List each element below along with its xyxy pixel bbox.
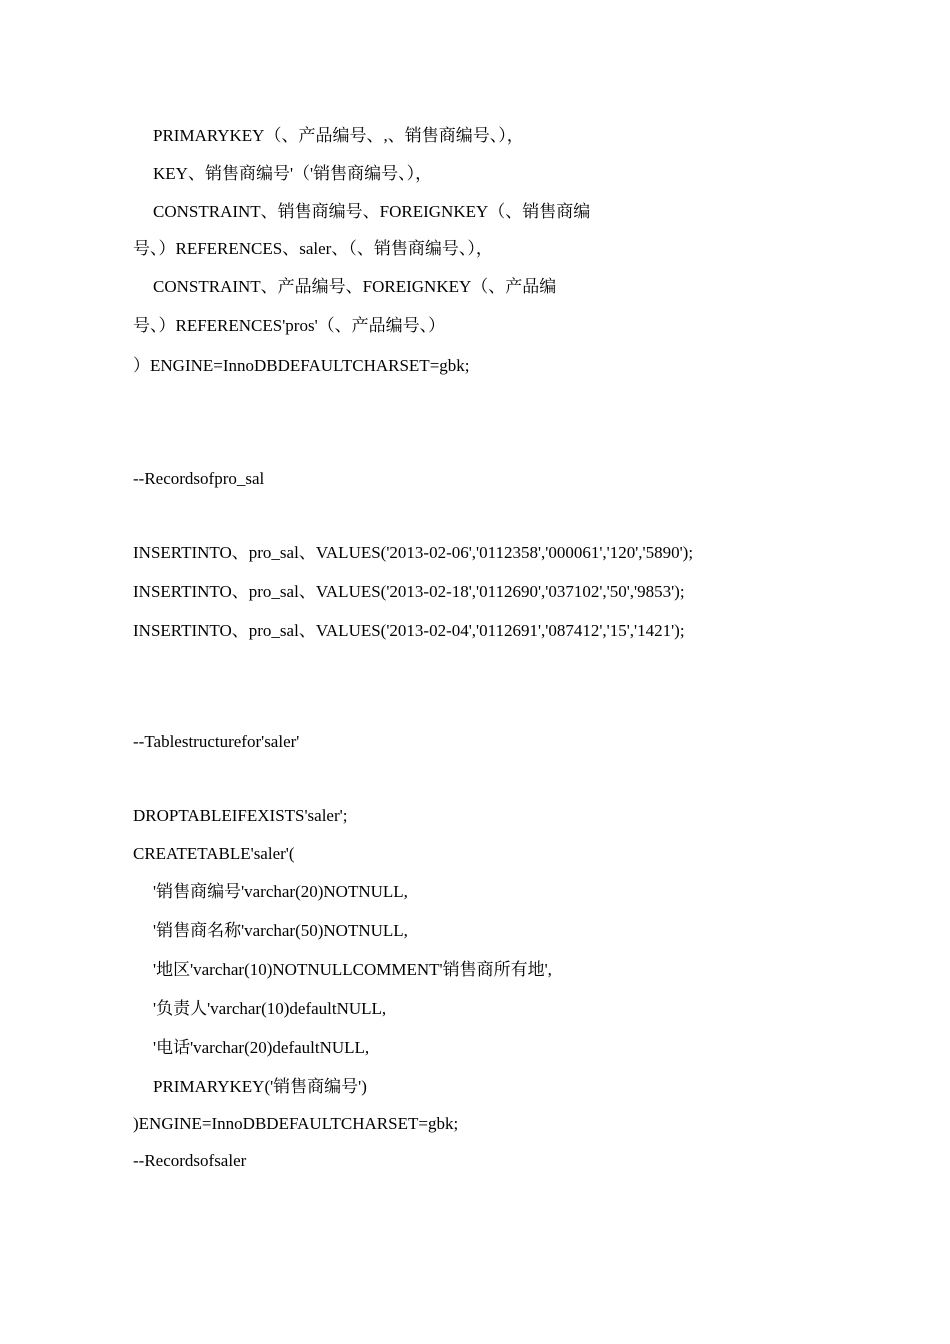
code-line-insert-1: INSERTINTO、pro_sal、VALUES('2013-02-06','0112358','000061','120','5890'); (133, 543, 694, 562)
code-line-constraint-saler: CONSTRAINT、销售商编号、FOREIGNKEY（、销售商编 (153, 202, 591, 221)
code-line-primary-key: PRIMARYKEY（、产品编号、,、销售商编号、）， (153, 126, 524, 145)
code-line-column-phone: '电话'varchar(20)defaultNULL, (153, 1038, 370, 1057)
code-line-primary-key-saler: PRIMARYKEY('销售商编号') (153, 1077, 367, 1096)
code-line-column-saler-id: '销售商编号'varchar(20)NOTNULL, (153, 882, 408, 901)
comment-records-pro-sal: --Recordsofpro_sal (133, 469, 265, 488)
code-line-key: KEY、销售商编号'（'销售商编号、）， (153, 164, 433, 183)
comment-records-saler: --Recordsofsaler (133, 1151, 247, 1170)
code-line-references-saler: 号、）REFERENCES、saler、（、销售商编号、）， (133, 239, 493, 258)
code-line-constraint-product: CONSTRAINT、产品编号、FOREIGNKEY（、产品编 (153, 277, 557, 296)
code-line-column-region: '地区'varchar(10)NOTNULLCOMMENT'销售商所有地', (153, 960, 552, 979)
code-line-create-table: CREATETABLE'saler'( (133, 844, 295, 863)
code-line-column-manager: '负责人'varchar(10)defaultNULL, (153, 999, 387, 1018)
code-line-insert-2: INSERTINTO、pro_sal、VALUES('2013-02-18','0112690','037102','50','9853'); (133, 582, 685, 601)
comment-table-structure-saler: --Tablestructurefor'saler' (133, 732, 300, 751)
code-line-column-saler-name: '销售商名称'varchar(50)NOTNULL, (153, 921, 408, 940)
code-line-engine-1: ）ENGINE=InnoDBDEFAULTCHARSET=gbk; (133, 356, 470, 375)
code-line-insert-3: INSERTINTO、pro_sal、VALUES('2013-02-04','0112691','087412','15','1421'); (133, 621, 685, 640)
code-line-drop-table: DROPTABLEIFEXISTS'saler'; (133, 806, 348, 825)
code-line-references-pros: 号、）REFERENCES'pros'（、产品编号、） (133, 316, 446, 335)
code-line-engine-2: )ENGINE=InnoDBDEFAULTCHARSET=gbk; (133, 1114, 459, 1133)
